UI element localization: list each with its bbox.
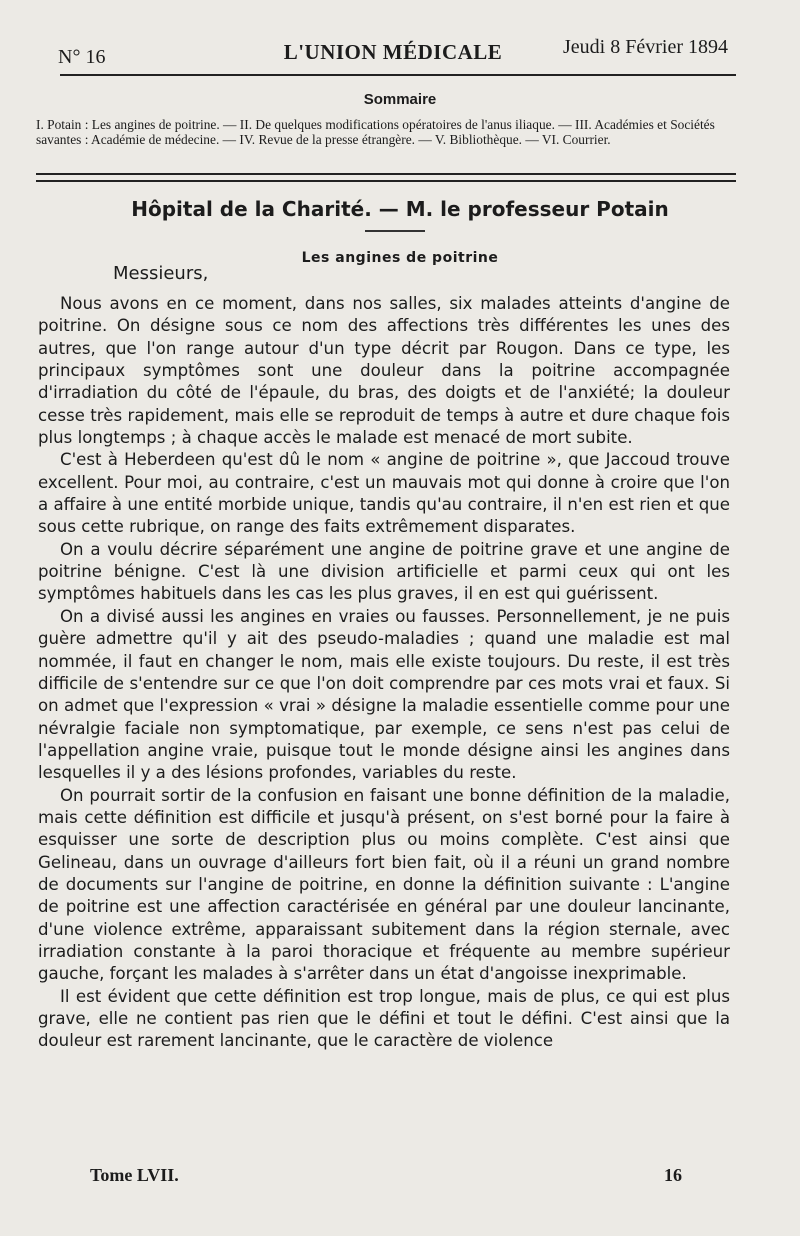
journal-title: L'UNION MÉDICALE <box>283 40 503 64</box>
paragraph: C'est à Heberdeen qu'est dû le nom « angine de poitrine », que Jaccoud trouve excellent. Pour moi, au contraire, c'est un mauvais mot qui donne à croire que l'on a affaire à une entité morbide unique, tandis qu'au contraire, il n'en est rien et que sous cette rubrique, on range des faits extrêmement disparates. <box>38 450 730 537</box>
issue-date: Jeudi 8 Février 1894 <box>563 36 728 58</box>
paragraph: Nous avons en ce moment, dans nos salles, six malades atteints d'angine de poitrine. On désigne sous ce nom des affections très différentes les unes des autres, que l'on range autour d'un type décrit par Rougon. Dans ce type, les principaux symptômes sont une douleur dans la poitrine accompagnée d'irradiation du côté de l'épaule, du bras, des doigts et de l'anxiété; la douleur cesse très rapidement, mais elle se reproduit de temps à autre et dure chaque fois plus longtemps ; à chaque accès le malade est menacé de mort subite. <box>38 294 730 448</box>
summary-double-rule <box>36 173 736 182</box>
summary-title: Sommaire <box>363 91 437 108</box>
page-header <box>58 34 728 70</box>
paragraph: Il est évident que cette définition est trop longue, mais de plus, ce qui est plus grave, elle ne contient pas rien que le défini et tout le défini. C'est ainsi que la douleur est rarement lancinante, que le caractère de violence <box>38 986 730 1051</box>
salutation: Messieurs, <box>113 263 209 284</box>
sheet-number: 16 <box>664 1165 682 1185</box>
article-body <box>38 293 730 1053</box>
issue-number: N° 16 <box>58 46 106 68</box>
lecture-title: Les angines de poitrine <box>301 250 499 266</box>
header-rule <box>60 74 736 76</box>
paragraph: On pourrait sortir de la confusion en faisant une bonne définition de la maladie, mais cette définition est difficile et jusqu'à présent, on s'est borné pour la faire à esquisser une sorte de description plus ou moins complète. C'est ainsi que Gelineau, dans un ouvrage d'ailleurs fort bien fait, où il a réuni un grand nombre de documents sur l'angine de poitrine, en donne la définition suivante : L'angine de poitrine est une affection caractérisée en général par une douleur lancinante, d'une violence extrême, apparaissant subitement dans la région sternale, avec irradiation constante à la paroi thoracique et fréquente au membre supérieur gauche, forçant les malades à s'arrêter dans un état d'angoisse inexprimable. <box>38 785 730 984</box>
title-divider <box>365 230 425 232</box>
section-title: Hôpital de la Charité. — M. le professeur Potain <box>131 197 669 221</box>
volume-label: Tome LVII. <box>90 1165 179 1185</box>
summary-text: I. Potain : Les angines de poitrine. — II. De quelques modifications opératoires de l'anus iliaque. — III. Académies et Sociétés savantes : Académie de médecine. — IV. Revue de la presse étrangère. — V. Bibliothèque. — VI. Courrier. <box>36 117 715 147</box>
paragraph: On a divisé aussi les angines en vraies ou fausses. Personnellement, je ne puis guère admettre qu'il y ait des pseudo-maladies ; quand une maladie est mal nommée, il faut en changer le nom, mais elle existe toujours. Du reste, il est très difficile de s'entendre sur ce que l'on doit comprendre par ces mots vrai et faux. Si on admet que l'expression « vrai » désigne la maladie essentielle comme pour une névralgie faciale non symptomatique, par exemple, ce sens n'est pas celui de l'appellation angine vraie, puisque tout le monde désigne ainsi les angines dans lesquelles il y a des lésions profondes, variables du reste. <box>38 606 730 783</box>
paragraph: On a voulu décrire séparément une angine de poitrine grave et une angine de poitrine bénigne. C'est là une division artificielle et parmi ceux qui ont les symptômes habituels dans les cas les plus graves, il en est qui guérissent. <box>38 539 730 604</box>
